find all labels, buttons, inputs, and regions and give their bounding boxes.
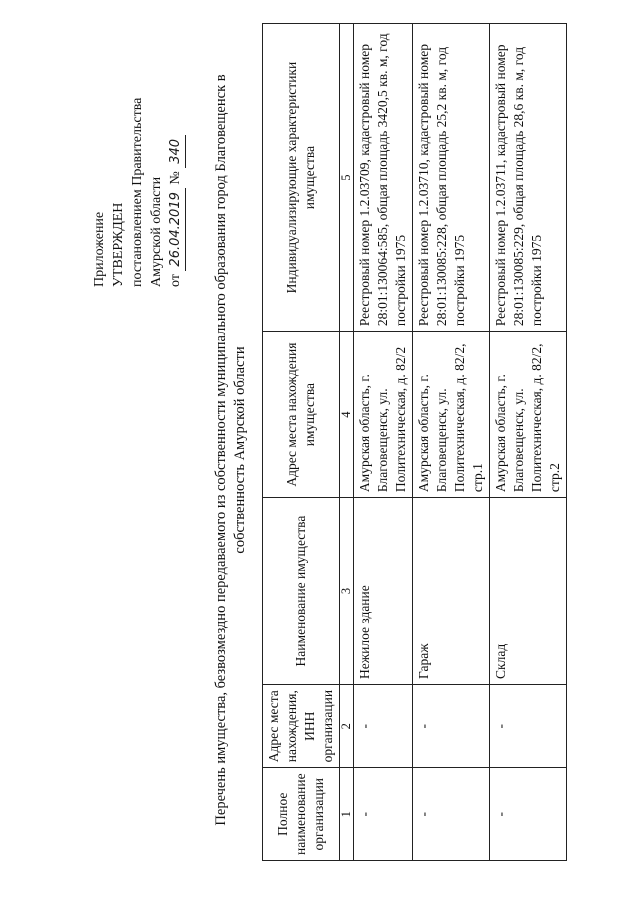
cell-property-address: Амурская область, г. Благовещенск, ул. Политехническая, д. 82/2, стр.2 — [490, 332, 567, 498]
column-number: 5 — [340, 24, 354, 332]
cell-property-address: Амурская область, г. Благовещенск, ул. Политехническая, д. 82/2, стр.1 — [413, 332, 490, 498]
cell-property-details: Реестровый номер 1.2.03711, кадастровый номер 28:01:130085:229, общая площадь 28,6 кв. м, год постройки 1975 — [490, 24, 567, 332]
table-row — [354, 24, 413, 861]
table-header-row — [263, 24, 340, 861]
title-line-1: Перечень имущества, безвозмездно передаваемого из собственности муниципального образования город Благовещенск в — [213, 74, 229, 826]
cell-org-name: - — [413, 768, 490, 861]
approval-line-region: Амурской области — [149, 176, 164, 287]
cell-org-address: - — [413, 684, 490, 767]
column-number: 3 — [340, 498, 354, 685]
approval-line-approved: УТВЕРЖДЕН — [111, 202, 126, 287]
date-prefix: от — [168, 274, 183, 287]
cell-org-address: - — [354, 684, 413, 767]
property-table — [262, 23, 567, 861]
cell-property-details: Реестровый номер 1.2.03710, кадастровый номер 28:01:130085:228, общая площадь 25,2 кв. м, год постройки 1975 — [413, 24, 490, 332]
cell-property-name: Склад — [490, 498, 567, 685]
header-property-name: Наименование имущества — [263, 498, 340, 685]
cell-org-address: - — [490, 684, 567, 767]
approval-block — [90, 17, 186, 287]
header-property-address: Адрес места нахождения имущества — [263, 332, 340, 498]
approval-date-line — [166, 17, 186, 287]
table-row — [413, 24, 490, 861]
cell-property-name: Гараж — [413, 498, 490, 685]
cell-org-name: - — [490, 768, 567, 861]
table-row — [490, 24, 567, 861]
cell-property-name: Нежилое здание — [354, 498, 413, 685]
cell-org-name: - — [354, 768, 413, 861]
header-org-address: Адрес места нахождения, ИНН организации — [263, 684, 340, 767]
approval-line-appendix: Приложение — [92, 211, 107, 287]
header-org-name: Полное наименование организации — [263, 768, 340, 861]
handwritten-date: 26.04.2019 — [166, 188, 186, 270]
column-number: 2 — [340, 684, 354, 767]
table-number-row — [340, 24, 354, 861]
number-prefix: № — [168, 171, 183, 185]
column-number: 1 — [340, 768, 354, 861]
cell-property-details: Реестровый номер 1.2.03709, кадастровый номер 28:01:130064:585, общая площадь 3420,5 кв. м, год постройки 1975 — [354, 24, 413, 332]
column-number: 4 — [340, 332, 354, 498]
header-property-details: Индивидуализирующие характеристики имущества — [263, 24, 340, 332]
cell-property-address: Амурская область, г. Благовещенск, ул. Политехническая, д. 82/2 — [354, 332, 413, 498]
approval-line-resolution: постановлением Правительства — [130, 97, 145, 287]
document-title — [212, 35, 250, 865]
title-line-2: собственность Амурской области — [232, 346, 248, 554]
handwritten-number: 340 — [166, 135, 186, 168]
